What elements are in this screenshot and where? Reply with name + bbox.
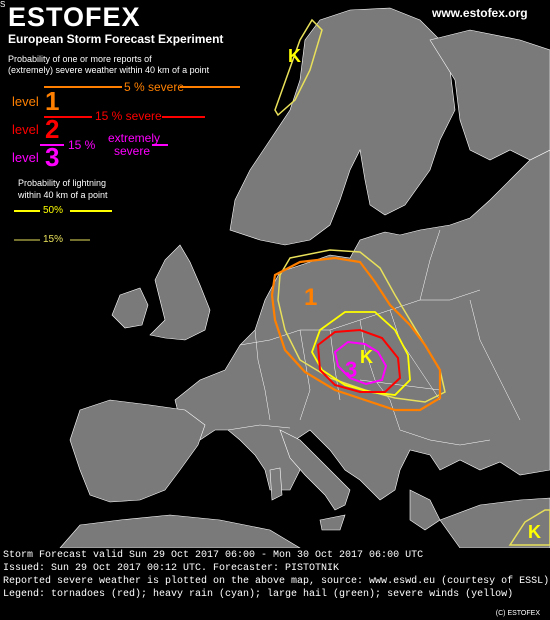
legend-lightning15-label: 15% [43,234,64,245]
legend-lightning-title-line1: Probability of lightning [18,178,107,188]
wind-symbol-icon: K [360,347,373,367]
level1-marker: 1 [304,284,318,311]
brand-subtitle: European Storm Forecast Experiment [8,32,224,46]
wind-symbol-icon-north: K [288,46,301,66]
legend-severe-title-line2: (extremely) severe weather within 40 km of a point [8,65,210,75]
legend-level3-label-line2: severe [114,144,151,158]
level3-marker: 3 [345,357,358,382]
copyright: (C) ESTOFEX [495,610,540,617]
footer-valid-line: Storm Forecast valid Sun 29 Oct 2017 06:00 - Mon 30 Oct 2017 06:00 UTC [3,550,424,561]
legend-level3-prob: 15 % [68,138,96,152]
legend-level2-word: level [12,122,39,137]
legend-level3-word: level [12,150,39,165]
legend-level1-number: 1 [45,86,60,116]
legend-level3-label-line1: extremely [108,131,161,145]
sardinia [270,468,282,500]
legend-lightning50-label: 50% [43,205,64,216]
legend-severe-title-line1: Probability of one or more reports of [8,54,152,64]
footer-legend-line: Legend: tornadoes (red); heavy rain (cyan); large hail (green); severe winds (yellow) [3,589,514,600]
legend-level3-number: 3 [45,142,60,172]
legend-level2-label: 15 % severe [95,109,162,123]
legend-level1-label: 5 % severe [124,80,185,94]
footer-source-line: Reported severe weather is plotted on the above map, source: www.eswd.eu (courtesy of ESSL) [3,576,550,587]
wind-symbol-icon-southeast: K [528,522,541,542]
website-link[interactable]: www.estofex.org [432,6,528,20]
legend-level1-word: level [12,94,39,109]
corner-mark: S [0,0,6,9]
legend-level2-number: 2 [45,114,60,144]
brand-title: ESTOFEX [8,2,141,32]
legend-lightning-title-line2: within 40 km of a point [18,190,108,200]
footer-issued-line: Issued: Sun 29 Oct 2017 00:12 UTC. Forecaster: PISTOTNIK [3,563,340,574]
